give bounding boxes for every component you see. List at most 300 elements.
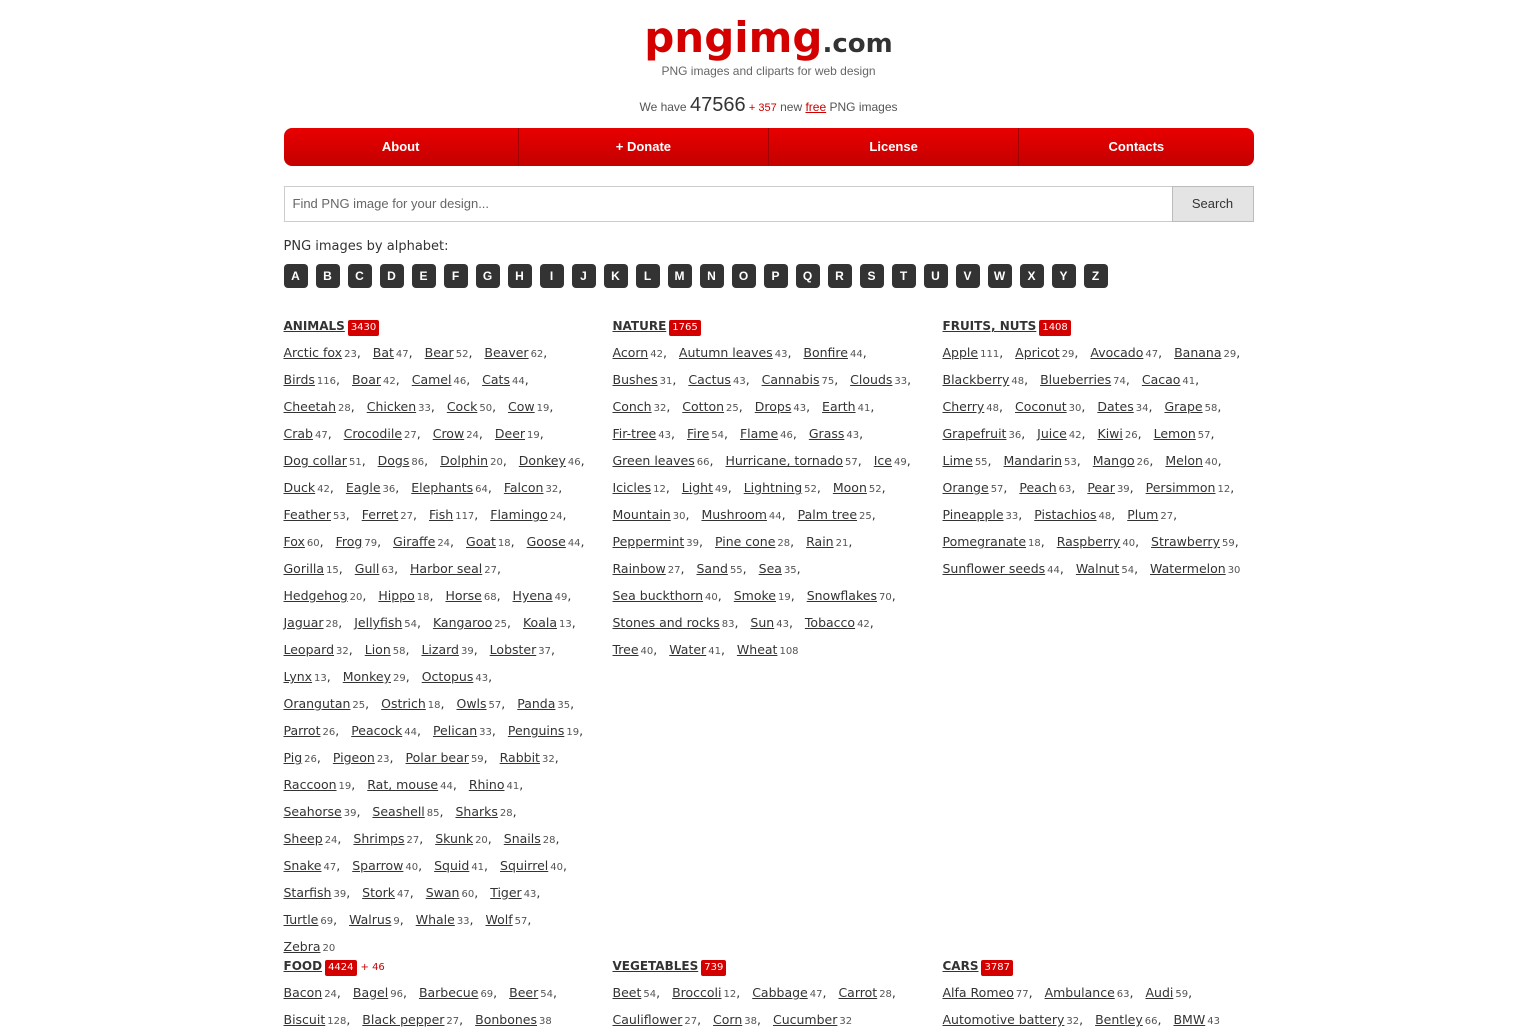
item-count: 15 [326, 565, 339, 576]
item-link[interactable]: Plum [1127, 507, 1159, 522]
item-link[interactable]: Wolf [485, 912, 513, 927]
item-link[interactable]: Polar bear [405, 750, 469, 765]
list-item: Snails 28, [503, 831, 560, 846]
item-link[interactable]: Lemon [1153, 426, 1196, 441]
item-link[interactable]: Orangutan [283, 696, 351, 711]
item-link[interactable]: Bushes [612, 372, 658, 387]
nav-license[interactable]: License [769, 128, 1019, 166]
item-link[interactable]: Falcon [503, 480, 544, 495]
item-link[interactable]: Automotive battery [942, 1012, 1065, 1027]
item-link[interactable]: Cannabis [761, 372, 820, 387]
item-link[interactable]: Rhino [468, 777, 505, 792]
item-link[interactable]: Leopard [283, 642, 335, 657]
item-count: 36 [382, 484, 396, 495]
item-link[interactable]: Lion [364, 642, 391, 657]
item-link[interactable]: Snake [283, 858, 322, 873]
item-link[interactable]: Audi [1145, 985, 1174, 1000]
site-logo[interactable] [284, 0, 1254, 62]
item-link[interactable]: Banana [1174, 345, 1222, 360]
item-link[interactable]: Sea [758, 561, 782, 576]
item-link[interactable]: Acorn [612, 345, 649, 360]
item-count: 27 [406, 835, 420, 846]
item-link[interactable]: Snowflakes [806, 588, 877, 603]
letter-l[interactable]: L [636, 264, 660, 288]
item-link[interactable]: Earth [822, 399, 856, 414]
item-link[interactable]: Flame [739, 426, 779, 441]
item-link[interactable]: Peach [1019, 480, 1057, 495]
item-link[interactable]: Bonbones [475, 1012, 537, 1027]
item-count: 40 [705, 592, 718, 603]
item-link[interactable]: Mushroom [701, 507, 767, 522]
item-link[interactable]: Sparrow [352, 858, 404, 873]
item-count: 21 [835, 538, 849, 549]
item-count: 128 [327, 1016, 347, 1027]
letter-r[interactable]: R [828, 264, 852, 288]
letter-p[interactable]: P [764, 264, 788, 288]
item-link[interactable]: Walnut [1075, 561, 1120, 576]
item-link[interactable]: Pine cone [714, 534, 776, 549]
item-count: 44 [849, 349, 863, 360]
item-link[interactable]: Hurricane, tornado [725, 453, 844, 468]
item-link[interactable]: Cats [482, 372, 510, 387]
item-link[interactable]: Smoke [733, 588, 776, 603]
item-link[interactable]: Kangaroo [432, 615, 493, 630]
list-item: Mountain 30, [612, 507, 690, 522]
item-link[interactable]: Tobacco [804, 615, 856, 630]
item-link[interactable]: Frog [335, 534, 363, 549]
item-link[interactable]: Cock [446, 399, 478, 414]
item-link[interactable]: Monkey [342, 669, 391, 684]
item-link[interactable]: Lynx [283, 669, 313, 684]
list-item: Dogs 86, [377, 453, 429, 468]
item-link[interactable]: Palm tree [797, 507, 858, 522]
item-link[interactable]: Tree [612, 642, 639, 657]
item-link[interactable]: Pineapple [942, 507, 1004, 522]
item-link[interactable]: Jellyfish [354, 615, 403, 630]
list-item: Plum 27, [1127, 507, 1178, 522]
item-link[interactable]: Apricot [1015, 345, 1060, 360]
alphabet-letters [284, 264, 1254, 288]
list-item: Ostrich 18, [381, 696, 445, 711]
item-link[interactable]: Elephants [411, 480, 474, 495]
letter-n[interactable]: N [700, 264, 724, 288]
search-input[interactable]: Find PNG image for your design... [284, 186, 1172, 222]
item-link[interactable]: Grape [1164, 399, 1203, 414]
item-link[interactable]: Camel [411, 372, 452, 387]
item-link[interactable]: Lime [942, 453, 973, 468]
list-item: Cheetah 28, [283, 399, 355, 414]
item-link[interactable]: BMW [1173, 1012, 1206, 1027]
item-link[interactable]: Pomegranate [942, 534, 1027, 549]
item-link[interactable]: Grapefruit [942, 426, 1007, 441]
item-link[interactable]: Sharks [455, 804, 498, 819]
list-item: Squirrel 40, [500, 858, 567, 873]
letter-m[interactable]: M [668, 264, 692, 288]
item-link[interactable]: Moon [832, 480, 867, 495]
category-heading [943, 316, 1253, 336]
item-link[interactable]: Bentley [1095, 1012, 1143, 1027]
letter-c[interactable]: C [348, 264, 372, 288]
item-link[interactable]: Rainbow [612, 561, 666, 576]
letter-q[interactable]: Q [796, 264, 820, 288]
item-link[interactable]: Koala [522, 615, 557, 630]
item-link[interactable]: Arctic fox [283, 345, 343, 360]
letter-v[interactable]: V [956, 264, 980, 288]
item-count: 44 [440, 781, 453, 792]
item-count: 55 [974, 457, 988, 468]
list-item: Hurricane, tornado 57, [725, 453, 862, 468]
category-heading [613, 956, 923, 976]
item-link[interactable]: Fox [283, 534, 305, 549]
item-count: 38 [744, 1016, 757, 1027]
item-link[interactable]: Seashell [372, 804, 425, 819]
letter-z[interactable]: Z [1084, 264, 1108, 288]
letter-f[interactable]: F [444, 264, 468, 288]
item-link[interactable]: Boar [351, 372, 382, 387]
item-link[interactable]: Cow [508, 399, 535, 414]
category-food [284, 956, 594, 1034]
letter-d[interactable]: D [380, 264, 404, 288]
item-link[interactable]: Eagle [345, 480, 381, 495]
item-link[interactable]: Beaver [484, 345, 529, 360]
item-link[interactable]: Bagel [352, 985, 389, 1000]
list-item: Ice 49, [873, 453, 911, 468]
item-link[interactable]: Fir-tree [612, 426, 657, 441]
item-link[interactable]: Barbecue [418, 985, 479, 1000]
item-link[interactable]: Kiwi [1097, 426, 1123, 441]
item-link[interactable]: Bacon [283, 985, 323, 1000]
item-link[interactable]: Dates [1097, 399, 1134, 414]
letter-i[interactable]: I [540, 264, 564, 288]
item-count: 25 [352, 700, 366, 711]
item-link[interactable]: Broccoli [672, 985, 722, 1000]
list-item: Black pepper 27, [362, 1012, 464, 1027]
category-link[interactable]: FRUITS, NUTS [942, 319, 1037, 333]
category-link[interactable]: ANIMALS [283, 319, 345, 333]
item-link[interactable]: Giraffe [393, 534, 436, 549]
item-count: 19 [566, 727, 580, 738]
item-link[interactable]: Rabbit [499, 750, 540, 765]
list-item: Gull 63, [354, 561, 399, 576]
item-count: 32 [653, 403, 667, 414]
letter-j[interactable]: J [572, 264, 596, 288]
letter-a[interactable]: A [284, 264, 308, 288]
item-link[interactable]: Gull [354, 561, 380, 576]
item-link[interactable]: Raspberry [1056, 534, 1121, 549]
item-link[interactable]: Fire [686, 426, 710, 441]
item-link[interactable]: Swan [425, 885, 460, 900]
item-link[interactable]: Duck [283, 480, 316, 495]
item-link[interactable]: Owls [456, 696, 487, 711]
list-item: Lion 58, [364, 642, 410, 657]
item-link[interactable]: Wheat [736, 642, 778, 657]
letter-h[interactable]: H [508, 264, 532, 288]
item-count: 43 [658, 430, 671, 441]
item-link[interactable]: Pear [1087, 480, 1115, 495]
item-link[interactable]: Stones and rocks [612, 615, 720, 630]
item-link[interactable]: Pigeon [332, 750, 375, 765]
item-link[interactable]: Mountain [612, 507, 671, 522]
item-link[interactable]: Harbor seal [410, 561, 483, 576]
item-link[interactable]: Peppermint [612, 534, 685, 549]
item-link[interactable]: Strawberry [1151, 534, 1220, 549]
item-count: 59 [1221, 538, 1235, 549]
item-link[interactable]: Squid [434, 858, 470, 873]
item-link[interactable]: Ambulance [1044, 985, 1115, 1000]
list-item [1150, 561, 1240, 576]
list-item: Lime 55, [942, 453, 992, 468]
list-item: Sand 55, [696, 561, 747, 576]
nav-donate[interactable]: + Donate [519, 128, 769, 166]
item-count: 28 [542, 835, 556, 846]
item-link[interactable]: Crow [432, 426, 465, 441]
item-link[interactable]: Chicken [366, 399, 417, 414]
item-link[interactable]: Lightning [743, 480, 803, 495]
item-link[interactable]: Blueberries [1040, 372, 1112, 387]
item-link[interactable]: Starfish [283, 885, 332, 900]
list-item: Automotive battery 32, [942, 1012, 1084, 1027]
list-item: Beaver 62, [484, 345, 548, 360]
item-link[interactable]: Blackberry [942, 372, 1010, 387]
letter-e[interactable]: E [412, 264, 436, 288]
letter-y[interactable]: Y [1052, 264, 1076, 288]
item-link[interactable]: Goose [526, 534, 566, 549]
list-item: Rabbit 32, [499, 750, 559, 765]
item-link[interactable]: Watermelon [1150, 561, 1226, 576]
letter-w[interactable]: W [988, 264, 1012, 288]
item-link[interactable]: Cauliflower [612, 1012, 683, 1027]
item-count: 43 [793, 403, 807, 414]
letter-k[interactable]: K [604, 264, 628, 288]
letter-s[interactable]: S [860, 264, 884, 288]
letter-g[interactable]: G [476, 264, 500, 288]
item-link[interactable]: Cotton [682, 399, 725, 414]
item-count: 59 [470, 754, 484, 765]
item-link[interactable]: Raccoon [283, 777, 337, 792]
list-item: Jellyfish 54, [354, 615, 421, 630]
item-link[interactable]: Seahorse [283, 804, 342, 819]
list-item: Octopus 43, [421, 669, 493, 684]
item-count: 30 [672, 511, 686, 522]
item-count: 47 [809, 989, 823, 1000]
item-link[interactable]: Dogs [377, 453, 410, 468]
list-item: Chicken 33, [366, 399, 435, 414]
item-link[interactable]: Shrimps [353, 831, 405, 846]
item-link[interactable]: Squirrel [500, 858, 549, 873]
item-link[interactable]: Birds [283, 372, 315, 387]
item-link[interactable]: Clouds [850, 372, 893, 387]
item-link[interactable]: Cacao [1141, 372, 1181, 387]
item-link[interactable]: Skunk [435, 831, 474, 846]
item-count: 70 [878, 592, 892, 603]
item-link[interactable]: Jaguar [283, 615, 324, 630]
item-link[interactable]: Cherry [942, 399, 985, 414]
item-link[interactable]: Deer [494, 426, 526, 441]
item-link[interactable]: Sun [750, 615, 775, 630]
item-link[interactable]: Donkey [518, 453, 566, 468]
item-link[interactable]: Gorilla [283, 561, 325, 576]
list-item: Cotton 25, [682, 399, 743, 414]
item-link[interactable]: Melon [1165, 453, 1203, 468]
item-count: 41 [506, 781, 520, 792]
logo-tld[interactable]: .com [822, 29, 893, 59]
item-link[interactable]: Turtle [283, 912, 319, 927]
item-link[interactable]: Drops [754, 399, 792, 414]
logo-brand[interactable]: pngimg [644, 13, 823, 62]
item-link[interactable]: Beet [612, 985, 642, 1000]
letter-b[interactable]: B [316, 264, 340, 288]
category-link[interactable]: CARS [942, 959, 979, 973]
letter-o[interactable]: O [732, 264, 756, 288]
item-link[interactable]: Walrus [349, 912, 392, 927]
category-link[interactable]: FOOD [283, 959, 323, 973]
item-link[interactable]: Persimmon [1145, 480, 1216, 495]
item-count: 57 [488, 700, 502, 711]
item-count: 39 [343, 808, 357, 819]
item-link[interactable]: Juice [1037, 426, 1067, 441]
item-link[interactable]: Feather [283, 507, 332, 522]
item-link[interactable]: Penguins [507, 723, 565, 738]
category-count-badge: 4424 [325, 960, 356, 976]
item-link[interactable]: Hippo [378, 588, 415, 603]
item-link[interactable]: Horse [445, 588, 482, 603]
item-link[interactable]: Tiger [490, 885, 522, 900]
list-item: Pineapple 33, [942, 507, 1023, 522]
item-link[interactable]: Orange [942, 480, 989, 495]
item-link[interactable]: Ice [873, 453, 892, 468]
item-link[interactable]: Black pepper [362, 1012, 445, 1027]
item-link[interactable]: Whale [415, 912, 455, 927]
item-link[interactable]: Ostrich [381, 696, 426, 711]
item-link[interactable]: Ferret [361, 507, 399, 522]
item-link[interactable]: Sand [696, 561, 728, 576]
list-item: Broccoli 12, [672, 985, 741, 1000]
item-link[interactable]: Pig [283, 750, 303, 765]
item-link[interactable]: Cheetah [283, 399, 337, 414]
item-link[interactable]: Biscuit [283, 1012, 326, 1027]
list-item: Squid 41, [434, 858, 489, 873]
category-link[interactable]: NATURE [612, 319, 667, 333]
list-item: Raccoon 19, [283, 777, 356, 792]
list-item: Hedgehog 20, [283, 588, 367, 603]
item-link[interactable]: Autumn leaves [678, 345, 773, 360]
search-button[interactable]: Search [1172, 186, 1254, 222]
item-link[interactable]: Pelican [432, 723, 478, 738]
item-link[interactable]: Cabbage [752, 985, 808, 1000]
item-link[interactable]: Fish [429, 507, 454, 522]
item-count: 39 [1116, 484, 1130, 495]
nav-about[interactable]: About [284, 128, 519, 166]
item-link[interactable]: Cucumber [772, 1012, 838, 1027]
item-count: 24 [324, 989, 337, 1000]
item-link[interactable]: Stork [362, 885, 396, 900]
item-count: 44 [1047, 565, 1060, 576]
item-link[interactable]: Dog collar [283, 453, 347, 468]
item-link[interactable]: Flamingo [490, 507, 548, 522]
item-link[interactable]: Bonfire [803, 345, 848, 360]
item-link[interactable]: Rat, mouse [367, 777, 439, 792]
item-link[interactable]: Hedgehog [283, 588, 348, 603]
item-link[interactable]: Green leaves [612, 453, 695, 468]
letter-x[interactable]: X [1020, 264, 1044, 288]
item-count: 116 [316, 376, 337, 387]
item-link[interactable]: Carrot [838, 985, 878, 1000]
list-item: Sea buckthorn 40, [612, 588, 722, 603]
item-link[interactable]: Light [681, 480, 713, 495]
item-link[interactable]: Hyena [512, 588, 553, 603]
item-count: 63 [381, 565, 395, 576]
item-link[interactable]: Coconut [1015, 399, 1067, 414]
item-link[interactable]: Panda [517, 696, 556, 711]
item-link[interactable]: Cactus [688, 372, 731, 387]
item-count: 47 [395, 349, 409, 360]
list-item: Earth 41, [822, 399, 875, 414]
category-heading [284, 316, 594, 336]
item-count: 20 [475, 835, 488, 846]
item-link[interactable]: Grass [808, 426, 845, 441]
letter-t[interactable]: T [892, 264, 916, 288]
list-item: Snowflakes 70, [806, 588, 896, 603]
item-link[interactable]: Bat [372, 345, 394, 360]
tagline: PNG images and cliparts for web design [661, 64, 876, 78]
item-count: 79 [364, 538, 378, 549]
item-count: 19 [778, 592, 791, 603]
item-link[interactable]: Crab [283, 426, 313, 441]
item-count: 27 [667, 565, 681, 576]
item-link[interactable]: Sheep [283, 831, 323, 846]
item-link[interactable]: Beer [509, 985, 539, 1000]
item-link[interactable]: Corn [713, 1012, 743, 1027]
item-link[interactable]: Octopus [421, 669, 474, 684]
item-link[interactable]: Parrot [283, 723, 321, 738]
item-link[interactable]: Conch [612, 399, 652, 414]
item-link[interactable]: Snails [503, 831, 541, 846]
item-link[interactable]: Pistachios [1034, 507, 1097, 522]
item-link[interactable]: Mandarin [1003, 453, 1063, 468]
item-count: 57 [514, 916, 528, 927]
item-link[interactable]: Lizard [421, 642, 459, 657]
list-item: Koala 13, [522, 615, 576, 630]
list-item: Swan 60, [425, 885, 479, 900]
free-link[interactable]: free [805, 100, 827, 114]
list-item: Grape 58, [1164, 399, 1222, 414]
item-link[interactable]: Alfa Romeo [942, 985, 1014, 1000]
letter-u[interactable]: U [924, 264, 948, 288]
item-link[interactable]: Peacock [351, 723, 403, 738]
item-link[interactable]: Sunflower seeds [942, 561, 1046, 576]
item-link[interactable]: Apple [942, 345, 979, 360]
category-link[interactable]: VEGETABLES [612, 959, 699, 973]
item-link[interactable]: Icicles [612, 480, 652, 495]
list-item: Tobacco 42, [804, 615, 874, 630]
item-link[interactable]: Rain [806, 534, 834, 549]
list-item: Snake 47, [283, 858, 341, 873]
item-link[interactable]: Goat [466, 534, 496, 549]
item-link[interactable]: Dolphin [440, 453, 489, 468]
item-link[interactable]: Water [669, 642, 707, 657]
item-link[interactable]: Lobster [489, 642, 537, 657]
list-item: Banana 29, [1174, 345, 1241, 360]
item-link[interactable]: Crocodile [343, 426, 403, 441]
list-item: Goat 18, [466, 534, 515, 549]
item-link[interactable]: Bear [424, 345, 454, 360]
nav-contacts[interactable]: Contacts [1108, 139, 1165, 154]
list-item: Lobster 37, [489, 642, 555, 657]
item-link[interactable]: Avocado [1090, 345, 1144, 360]
item-link[interactable]: Mango [1092, 453, 1135, 468]
item-link[interactable]: Zebra [283, 939, 321, 954]
item-link[interactable]: Sea buckthorn [612, 588, 704, 603]
